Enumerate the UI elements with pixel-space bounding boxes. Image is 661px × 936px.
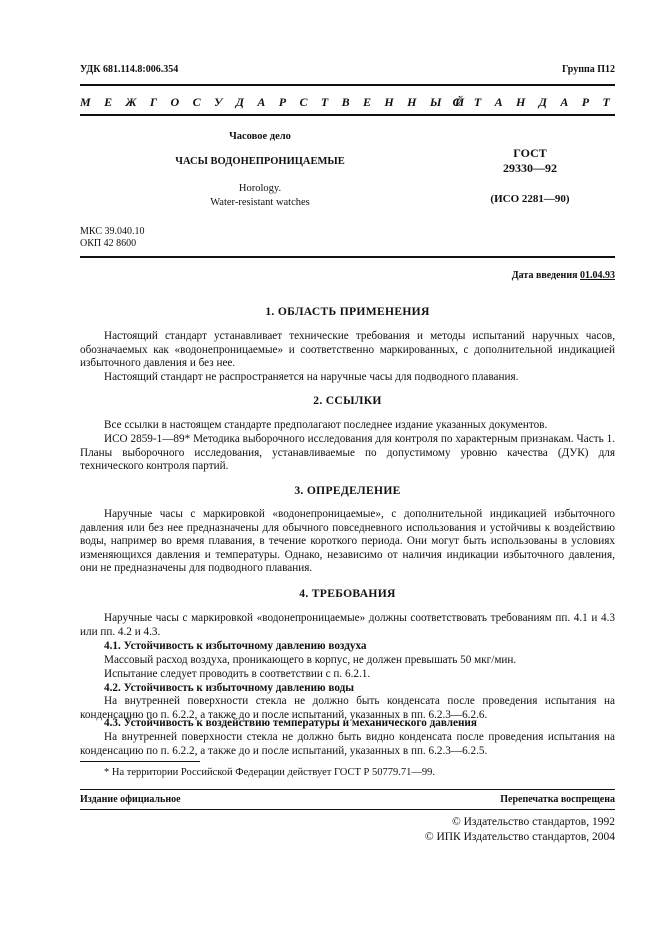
iso-number: (ИСО 2281—90) [490, 193, 570, 205]
gost-number: 29330—92 [503, 161, 557, 175]
title-en-line2: Water-resistant watches [210, 197, 310, 208]
section-2-heading: 2. ССЫЛКИ [313, 394, 382, 407]
okp-code: ОКП 42 8600 [80, 238, 137, 249]
group-code: Группа П12 [562, 64, 615, 75]
section-2-paragraph-1: Все ссылки в настоящем стандарте предполагают последнее издание указанных документов. [104, 419, 548, 431]
footer-rule-top [80, 789, 615, 790]
gost-label: ГОСТ [513, 146, 547, 160]
reprint-notice: Перепечатка воспрещена [500, 794, 615, 805]
subsection-4-2-paragraph: На внутренней поверхности стекла не должно быть конденсата после проведения испытания на конденсацию по п. 6.2.2, а также до и после испытаний, указанных в пп. 6.2.3—6.2.6. [80, 695, 615, 721]
footnote-rule [80, 761, 200, 762]
title-rule [80, 256, 615, 258]
title-en-line1: Horology. [238, 183, 282, 194]
category-label: Часовое дело [229, 131, 291, 142]
header-rule-top [80, 84, 615, 86]
section-1-paragraph-1: Настоящий стандарт устанавливает технические требования и методы испытаний наручных часов, обозначаемых как «водонепроницаемые» и соответственно маркированных, с дополнительной индикацией избыточного давления и без нее. [80, 330, 615, 370]
section-2-paragraph-2: ИСО 2859-1—89* Методика выборочного исследования для контроля по характерным признакам. Часть 1. Планы выборочного исследования, устанавливаемые по допустимому уровню качества (ДУК) для технического контроля партий. [80, 433, 615, 473]
banner-left: М Е Ж Г О С У Д А Р С Т В Е Н Н Ы Й [80, 95, 470, 109]
section-3-paragraph-1: Наручные часы с маркировкой «водонепроницаемые», с дополнительной индикацией избыточного давления или без нее предназначены для обычного повседневного использования и устойчивы к воздействию воды, например во время плавания, в течение короткого периода. Они могут быть использованы в условиях изменяющихся давления и температуры. Однако, независимо от наличия индикации избыточного давления, они не предназначены для подводного плавания. [80, 508, 615, 575]
footnote: * На территории Российской Федерации действует ГОСТ Р 50779.71—99. [104, 767, 435, 778]
intro-date-value: 01.04.93 [580, 270, 615, 281]
banner-right: С Т А Н Д А Р Т [452, 95, 615, 109]
header-rule-bottom [80, 114, 615, 116]
section-1-heading: 1. ОБЛАСТЬ ПРИМЕНЕНИЯ [265, 305, 430, 318]
copyright-1992: © Издательство стандартов, 1992 [451, 816, 615, 828]
official-edition: Издание официальное [80, 794, 181, 805]
section-4-heading: 4. ТРЕБОВАНИЯ [299, 587, 396, 600]
section-4-paragraph-1: Наручные часы с маркировкой «водонепроницаемые» должны соответствовать требованиям пп. 4.1 и 4.3 или пп. 4.2 и 4.3. [80, 612, 615, 638]
subsection-4-2-heading: 4.2. Устойчивость к избыточному давлению воды [104, 682, 354, 694]
subsection-4-1-paragraph-1: Массовый расход воздуха, проникающего в корпус, не должен превышать 50 мкг/мин. [104, 654, 517, 666]
section-1-paragraph-2: Настоящий стандарт не распространяется на наручные часы для подводного плавания. [104, 371, 519, 383]
subsection-4-1-heading: 4.1. Устойчивость к избыточному давлению воздуха [104, 640, 367, 652]
document-title: ЧАСЫ ВОДОНЕПРОНИЦАЕМЫЕ [175, 156, 345, 167]
intro-date [512, 270, 615, 281]
subsection-4-3-heading: 4.3. Устойчивость к воздействию температуры и механического давления [104, 717, 477, 729]
subsection-4-1-paragraph-2: Испытание следует проводить в соответствии с п. 6.2.1. [104, 668, 371, 680]
footer-rule-bottom [80, 809, 615, 810]
copyright-2004: © ИПК Издательство стандартов, 2004 [424, 831, 615, 843]
section-3-heading: 3. ОПРЕДЕЛЕНИЕ [294, 484, 401, 497]
udk-code: УДК 681.114.8:006.354 [80, 64, 179, 75]
intro-date-label: Дата введения [511, 270, 578, 281]
subsection-4-3-paragraph: На внутренней поверхности стекла не должно быть видно конденсата после проведения испытания на конденсацию по п. 6.2.2, а также до и после испытаний, указанных в пп. 6.2.3—6.2.5. [80, 731, 615, 757]
mks-code: МКС 39.040.10 [80, 226, 145, 237]
